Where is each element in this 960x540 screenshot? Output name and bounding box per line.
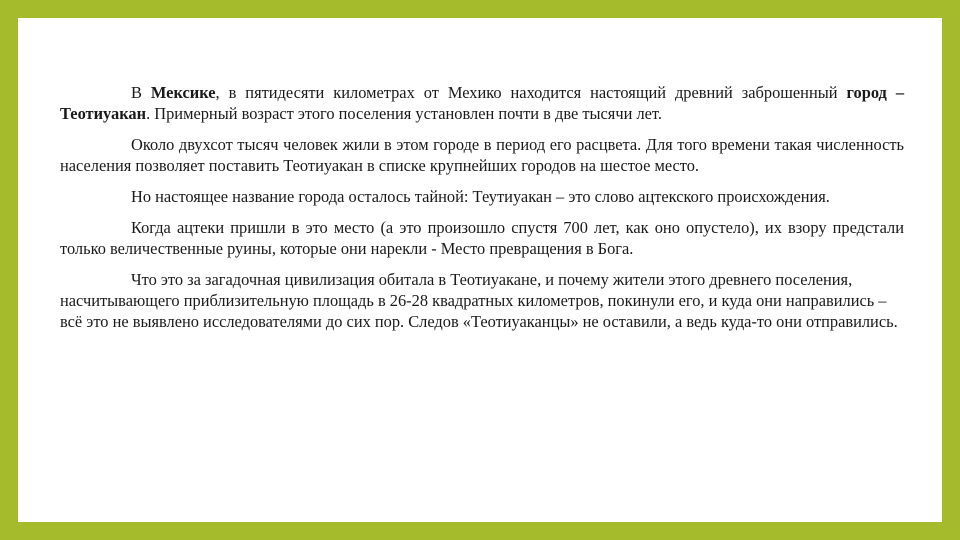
paragraph-4-text: Когда ацтеки пришли в это место (а это произошло спустя 700 лет, как оно опустело), их взору предстали только величественные руины, которые они нарекли - Место превращения в Бога.: [60, 218, 904, 258]
paragraph-1-part-1: В: [131, 83, 151, 102]
paragraph-5: [60, 269, 904, 332]
bold-city-teotihuacan: город – Теотиуакан: [60, 83, 905, 123]
paragraph-3: [60, 186, 904, 207]
bold-mexico: Мексике: [150, 83, 216, 102]
slide-canvas: [18, 18, 942, 522]
paragraph-5-text: Что это за загадочная цивилизация обитала в Теотиуакане, и почему жители этого древнего поселения, насчитывающего приблизительную площадь в 26-28 квадратных километров, покинули его, и куда они направились – всё это не выявлено исследователями до сих пор. Следов «Теотиуаканцы» не оставили, а ведь куда-то они отправились.: [60, 270, 898, 331]
paragraph-1-part-5: . Примерный возраст этого поселения установлен почти в две тысячи лет.: [146, 104, 662, 123]
slide-text-body: [60, 82, 904, 342]
paragraph-2: [60, 134, 904, 176]
paragraph-1-part-3: , в пятидесяти километрах от Мехико находится настоящий древний заброшенный: [215, 83, 847, 102]
paragraph-3-text: Но настоящее название города осталось тайной: Теутиуакан – это слово ацтекского происхождения.: [131, 187, 830, 206]
paragraph-2-text: Около двухсот тысяч человек жили в этом городе в период его расцвета. Для того времени такая численность населения позволяет поставить Теотиуакан в списке крупнейших городов на шестое место.: [60, 135, 904, 175]
paragraph-1: [60, 82, 904, 124]
paragraph-4: [60, 217, 904, 259]
